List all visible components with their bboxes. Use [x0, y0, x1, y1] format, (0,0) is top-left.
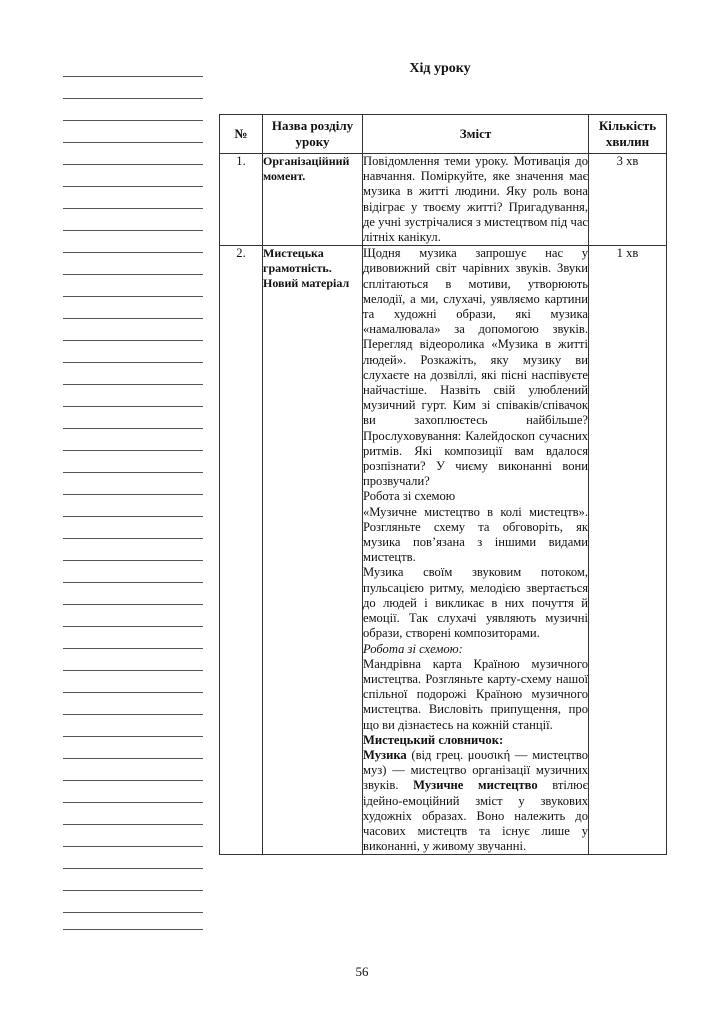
note-line	[63, 780, 203, 781]
glossary-definition: (від грец. μουσική — мистецтво муз) — мистецтво організації музичних звуків.	[363, 747, 588, 793]
glossary-entry	[363, 748, 588, 854]
note-line	[63, 186, 203, 187]
section-content: Повідомлення теми уроку. Мотивація до навчання. Поміркуйте, яке значення має музика в житті людини. Яку роль вона відіграє у твоєму житті? Пригадування, де учні зустрічалися з мистецтвом під час літніх канікул.	[363, 154, 588, 245]
note-line	[63, 164, 203, 165]
content-subheading: Робота зі схемою:	[363, 641, 463, 656]
note-line	[63, 120, 203, 121]
note-line	[63, 230, 203, 231]
note-line	[63, 450, 203, 451]
note-line	[63, 929, 203, 930]
note-line	[63, 868, 203, 869]
note-line	[63, 604, 203, 605]
glossary-term: Музика	[363, 747, 407, 762]
note-line	[63, 626, 203, 627]
note-line	[63, 76, 203, 77]
content-paragraph: Щодня музика запрошує нас у дивовижний світ чарівних звуків. Звуки сплітаються в мотиви, утворюють мелодії, а ми, слухачі, уявляємо картини та художні образи, які музика «намалювала» за допомогою звуків. Перегляд відеоролика «Музика в житті людей». Розкажіть, яку музику ви слухаєте на дозвіллі, які пісні наспівуєте найчастіше. Назвіть свій улюблений музичний гурт. Ким зі співаків/співачок ви захоплюєтесь найбільше? Прослуховування: Калейдоскоп сучасних ритмів. Які композиції вам вдалося розпізнати? У чиєму виконанні вони прозвучали?	[363, 246, 588, 489]
section-minutes: 3 хв	[589, 154, 667, 246]
note-line	[63, 582, 203, 583]
content-paragraph: Мандрівна карта Країною музичного мистецтва. Розгляньте карту-схему нашої спільної подорожі Країною музичного мистецтва. Висловіть припущення, про що ви дізнаєтесь на кожній станції.	[363, 656, 588, 732]
page-title: Хід уроку	[409, 61, 471, 76]
note-line	[63, 890, 203, 891]
section-minutes: 1 хв	[589, 246, 667, 855]
row-number: 2.	[220, 246, 263, 855]
content-paragraph: «Музичне мистецтво в колі мистецтв». Розгляньте схему та обговоріть, як музика пов’язана з іншими видами мистецтв.	[363, 504, 588, 565]
note-line	[63, 142, 203, 143]
note-line	[63, 208, 203, 209]
content-paragraph: Робота зі схемою	[363, 489, 456, 504]
note-line	[63, 824, 203, 825]
content-paragraph: Музика своїм звуковим потоком, пульсацією ритму, мелодією звертається до людей і викликає в них почуття й емоції. Так слухачі уявляють музичні образи, створені композиторами.	[363, 565, 588, 641]
table-header-row	[220, 115, 667, 154]
row-number: 1.	[220, 154, 263, 246]
glossary-term: Музичне мистецтво	[413, 778, 538, 793]
note-line	[63, 846, 203, 847]
note-line	[63, 736, 203, 737]
note-line	[63, 912, 203, 913]
note-line	[63, 274, 203, 275]
glossary-heading: Мистецький словничок:	[363, 732, 504, 747]
note-line	[63, 340, 203, 341]
note-line	[63, 516, 203, 517]
note-line	[63, 494, 203, 495]
note-line	[63, 428, 203, 429]
table-row	[220, 154, 667, 246]
column-header-minutes: Кількість хвилин	[589, 115, 667, 154]
section-name: Організаційний момент.	[263, 154, 363, 246]
note-line	[63, 296, 203, 297]
note-line	[63, 406, 203, 407]
note-line	[63, 538, 203, 539]
note-line	[63, 670, 203, 671]
column-header-content: Зміст	[363, 115, 589, 154]
note-line	[63, 472, 203, 473]
column-header-number: №	[220, 115, 263, 154]
section-content	[363, 246, 589, 855]
note-line	[63, 560, 203, 561]
page-number: 56	[355, 964, 369, 979]
section-name: Мистецька грамотність. Новий матеріал	[263, 246, 363, 855]
note-line	[63, 714, 203, 715]
note-line	[63, 384, 203, 385]
note-line	[63, 802, 203, 803]
lesson-plan-table	[219, 114, 667, 855]
column-header-section: Назва розділу уроку	[263, 115, 363, 154]
table-row	[220, 246, 667, 855]
note-line	[63, 758, 203, 759]
note-line	[63, 692, 203, 693]
note-line	[63, 318, 203, 319]
note-line	[63, 98, 203, 99]
glossary-definition: втілює ідейно-емоційний зміст у звукових художніх образах. Воно належить до часових мистецтв та існує лише у виконанні, у живому звучанні.	[363, 778, 588, 854]
note-line	[63, 362, 203, 363]
note-line	[63, 648, 203, 649]
note-line	[63, 252, 203, 253]
